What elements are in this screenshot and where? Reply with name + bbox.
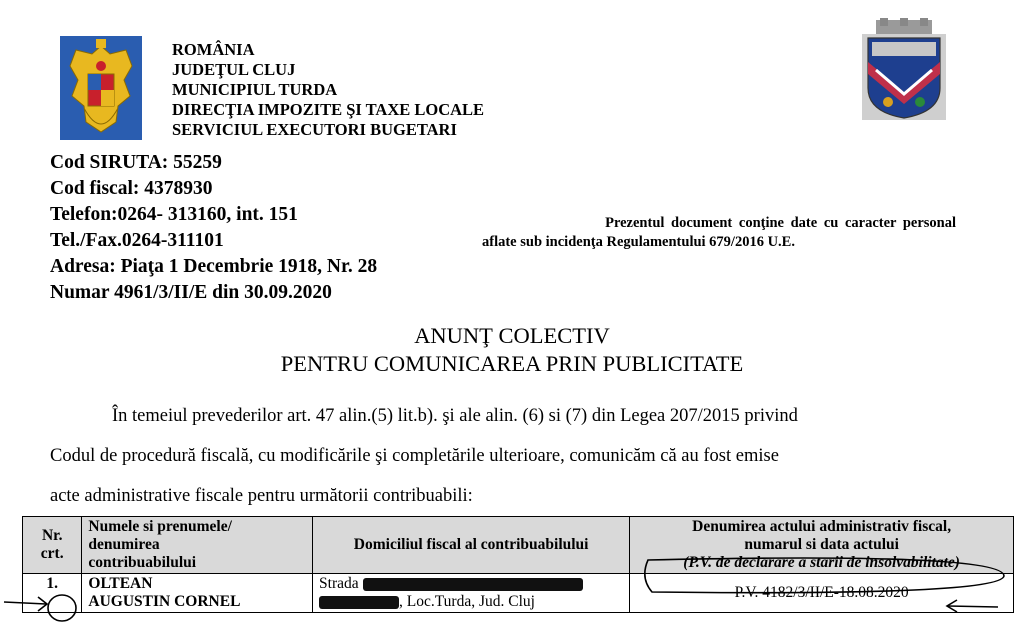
privacy-notice [480, 214, 970, 252]
table-header-row [23, 517, 1014, 574]
institution-line-country: ROMÂNIA [172, 40, 255, 59]
row-address-suffix: , Loc.Turda, Jud. Cluj [399, 593, 535, 610]
taxpayers-table [22, 516, 1014, 613]
paragraph-line-1: În temeiul prevederilor art. 47 alin.(5) lit.b). şi ale alin. (6) si (7) din Legea 207/2015 privind [112, 406, 798, 426]
institution-line-service: SERVICIUL EXECUTORI BUGETARI [172, 120, 457, 139]
contact-siruta: Cod SIRUTA: 55259 [50, 152, 222, 173]
contact-block [50, 150, 377, 306]
document-number: Numar 4961/3/II/E din 30.09.2020 [50, 282, 332, 303]
turda-coat-of-arms-icon [862, 18, 946, 120]
header-address: Domiciliul fiscal al contribuabilului [313, 517, 630, 574]
institution-line-municipality: MUNICIPIUL TURDA [172, 80, 338, 99]
row-address [313, 574, 630, 613]
document-title: ANUNŢ COLECTIV [414, 323, 610, 348]
redaction-mark [319, 596, 399, 609]
paragraph-line-3: acte administrative fiscale pentru următorii contribuabili: [50, 486, 473, 506]
header-nr: Nr. crt. [23, 517, 82, 574]
contact-fiscal-code: Cod fiscal: 4378930 [50, 178, 213, 199]
row-name: OLTEAN AUGUSTIN CORNEL [82, 574, 313, 613]
row-act: P.V. 4182/3/II/E-18.08.2020 [630, 574, 1014, 613]
table-row [23, 574, 1014, 613]
paragraph-line-2: Codul de procedură fiscală, cu modificările şi completările ulterioare, comunicăm că au fost emise [50, 446, 779, 466]
institution-line-county: JUDEŢUL CLUJ [172, 60, 296, 79]
contact-phone: Telefon:0264- 313160, int. 151 [50, 204, 298, 225]
romania-coat-of-arms-icon [60, 36, 142, 140]
institution-line-directorate: DIRECŢIA IMPOZITE ŞI TAXE LOCALE [172, 100, 485, 119]
contact-fax: Tel./Fax.0264-311101 [50, 230, 224, 251]
privacy-notice-line-1: Prezentul document conţine date cu caracter personal [605, 215, 956, 231]
header-act: Denumirea actului administrativ fiscal, numarul si data actului (P.V. de declarare a starii de insolvabilitate) [630, 517, 1014, 574]
privacy-notice-line-2: aflate sub incidenţa Regulamentului 679/2016 U.E. [482, 234, 795, 250]
body-paragraph [50, 396, 958, 516]
document-subtitle: PENTRU COMUNICAREA PRIN PUBLICITATE [280, 351, 744, 376]
row-nr: 1. [23, 574, 82, 613]
row-address-prefix: Strada [319, 575, 359, 592]
contact-address: Adresa: Piaţa 1 Decembrie 1918, Nr. 28 [50, 256, 378, 277]
header-name: Numele si prenumele/ denumirea contribuabilului [82, 517, 313, 574]
redaction-mark [363, 578, 583, 591]
institution-block [172, 40, 484, 140]
header-act-note: (P.V. de declarare a starii de insolvabilitate) [683, 554, 960, 571]
